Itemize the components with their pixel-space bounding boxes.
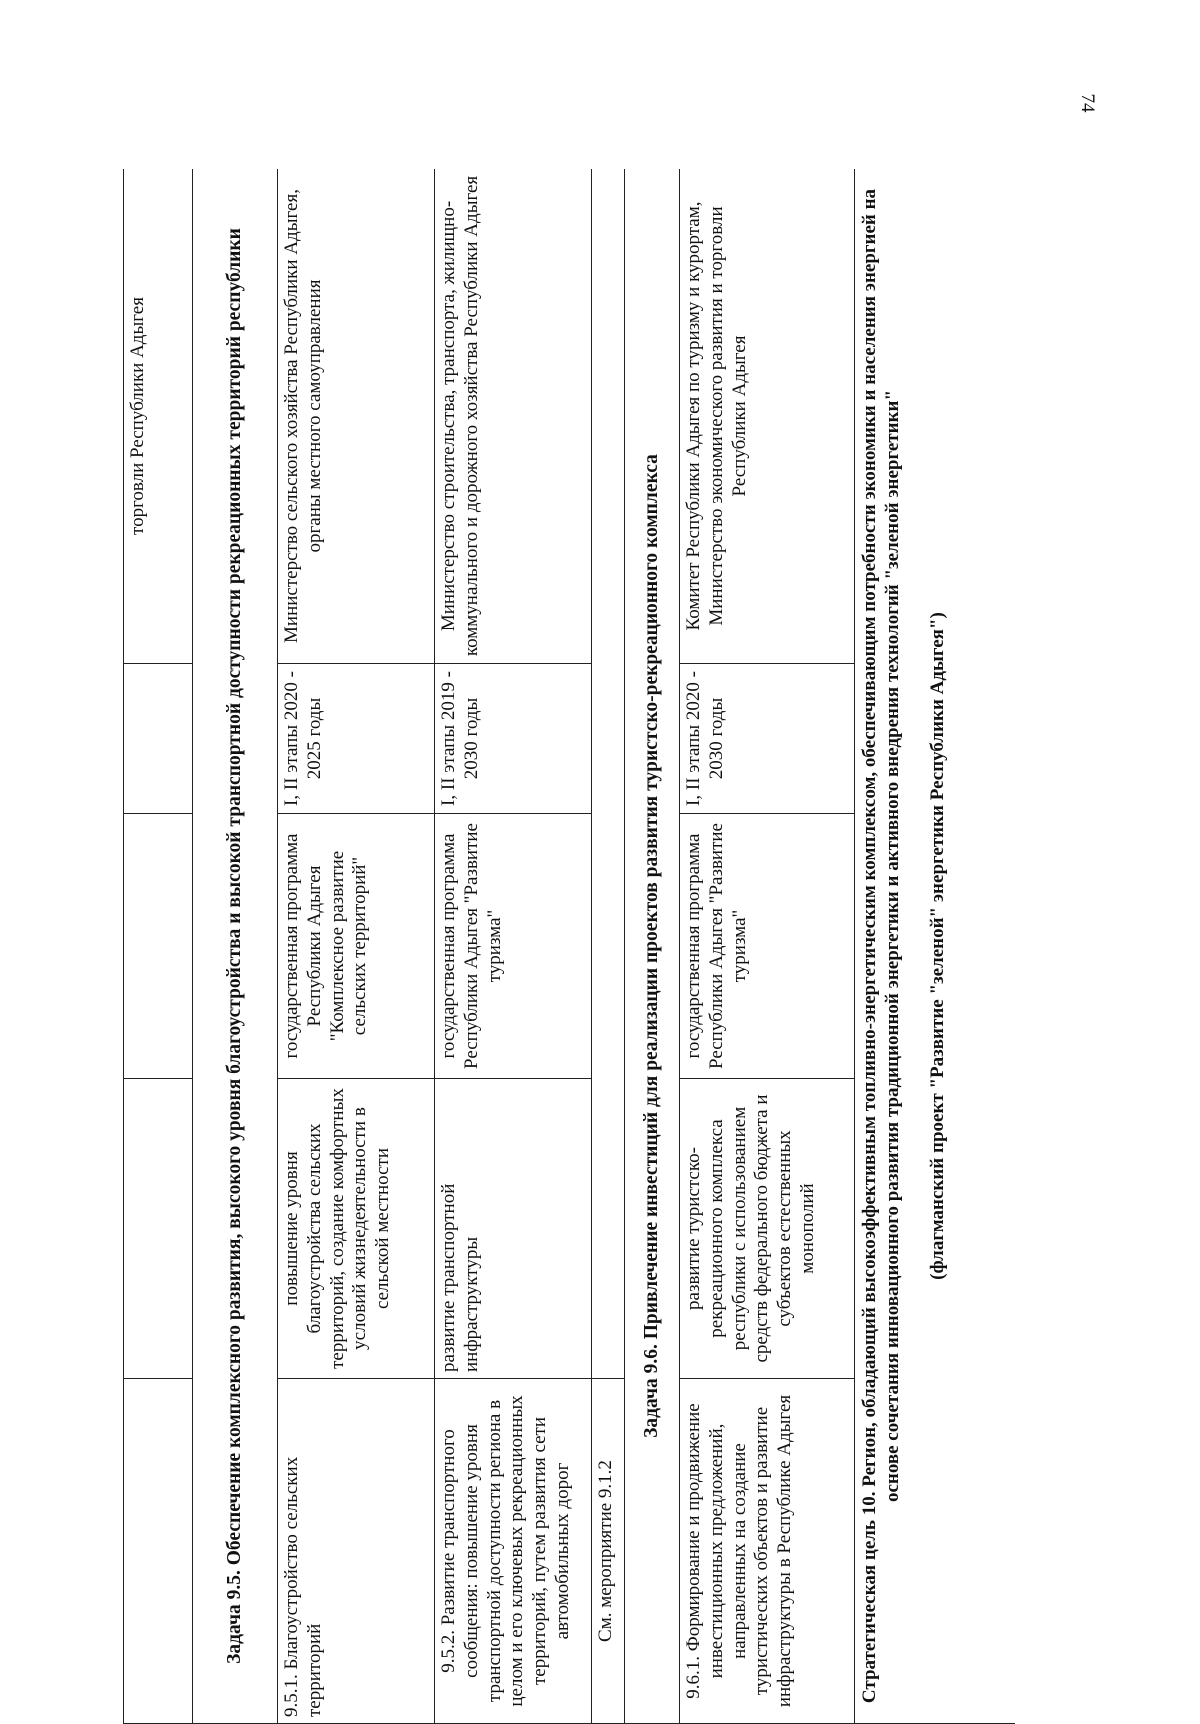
task-label: Задача 9.6.	[641, 1344, 663, 1438]
cell-result: повышение уровня благоустройства сельских территорий, создание комфортных условий жизнедеятельности в сельской местности	[278, 1079, 435, 1379]
task-label: Задача 9.5.	[224, 1570, 246, 1664]
goal-heading	[855, 169, 1016, 1724]
cell-responsible: Министерство строительства, транспорта, жилищно-коммунального и дорожного хозяйства Республики Адыгея	[435, 169, 592, 664]
measures-table	[123, 169, 1015, 1724]
table-frame	[123, 169, 1015, 1724]
task-row-9-5	[193, 169, 278, 1724]
rotated-table-container	[123, 169, 1015, 1724]
cell-responsible: Министерство сельского хозяйства Республики Адыгея, органы местного самоуправления	[278, 169, 435, 664]
goal-row-10	[855, 169, 1016, 1724]
flagship-project: (флагманский проект "Развитие "зеленой" энергетики Республики Адыгея")	[926, 612, 948, 1280]
task-text: Привлечение инвестиций для реализации проектов развития туристско-рекреационного комплекса	[641, 454, 663, 1340]
cell-empty	[124, 1079, 193, 1379]
cell-program: государственная программа Республики Адыгея "Развитие туризма"	[680, 814, 855, 1079]
table-row-9-6-1	[680, 169, 855, 1724]
goal-text: Регион, обладающий высокоэффективным топливно-энергетическим комплексом, обеспечивающим потребности экономики и населения энергией на основе сочетания инновационного развития традиционной энергетики и активного внедрения технологий "зеленой энергетики"	[859, 188, 903, 1503]
cell-program: государственная программа Республики Адыгея "Развитие туризма"	[435, 814, 592, 1079]
cell-period: I, II этапы 2019 - 2030 годы	[435, 664, 592, 814]
task-heading	[625, 169, 680, 1724]
task-row-9-6	[625, 169, 680, 1724]
table-row-9-5-2	[435, 169, 592, 1724]
cell-measure: 9.5.1. Благоустройство сельских территорий	[278, 1379, 435, 1724]
cell-period: I, II этапы 2020 - 2025 годы	[278, 664, 435, 814]
goal-label: Стратегическая цель 10.	[859, 1491, 880, 1704]
task-text: Обеспечение комплексного развития, высокого уровня благоустройства и высокой транспортной доступности рекреационных территорий республики	[224, 228, 246, 1566]
cell-responsible: торговли Республики Адыгея	[124, 169, 193, 664]
table-row-continuation	[124, 169, 193, 1724]
cell-measure: 9.6.1. Формирование и продвижение инвестиционных предложений, направленных на создание туристических объектов и развитие инфраструктуры в Республике Адыгея	[680, 1379, 855, 1724]
task-heading	[193, 169, 278, 1724]
table-row-see-also	[592, 169, 625, 1724]
cell-program: государственная программа Республики Адыгея "Комплексное развитие сельских территорий"	[278, 814, 435, 1079]
page-number: 74	[1077, 93, 1098, 113]
cell-period: I, II этапы 2020 - 2030 годы	[680, 664, 855, 814]
cell-responsible: Комитет Республики Адыгея по туризму и курортам, Министерство экономического развития и торговли Республики Адыгея	[680, 169, 855, 664]
cell-result: развитие туристско-рекреационного комплекса республики с использованием средств федерального бюджета и субъектов естественных монополий	[680, 1079, 855, 1379]
cell-measure: 9.5.2. Развитие транспортного сообщения: повышение уровня транспортной доступности региона в целом и его ключевых рекреационных территорий, путем развития сети автомобильных дорог	[435, 1379, 592, 1724]
cell-see-also: См. мероприятие 9.1.2	[592, 1379, 625, 1724]
table-row-9-5-1	[278, 169, 435, 1724]
cell-empty	[124, 1379, 193, 1724]
cell-empty	[124, 664, 193, 814]
cell-result: развитие транспортной инфраструктуры	[435, 1079, 592, 1379]
cell-empty	[592, 169, 625, 1379]
cell-empty	[124, 814, 193, 1079]
